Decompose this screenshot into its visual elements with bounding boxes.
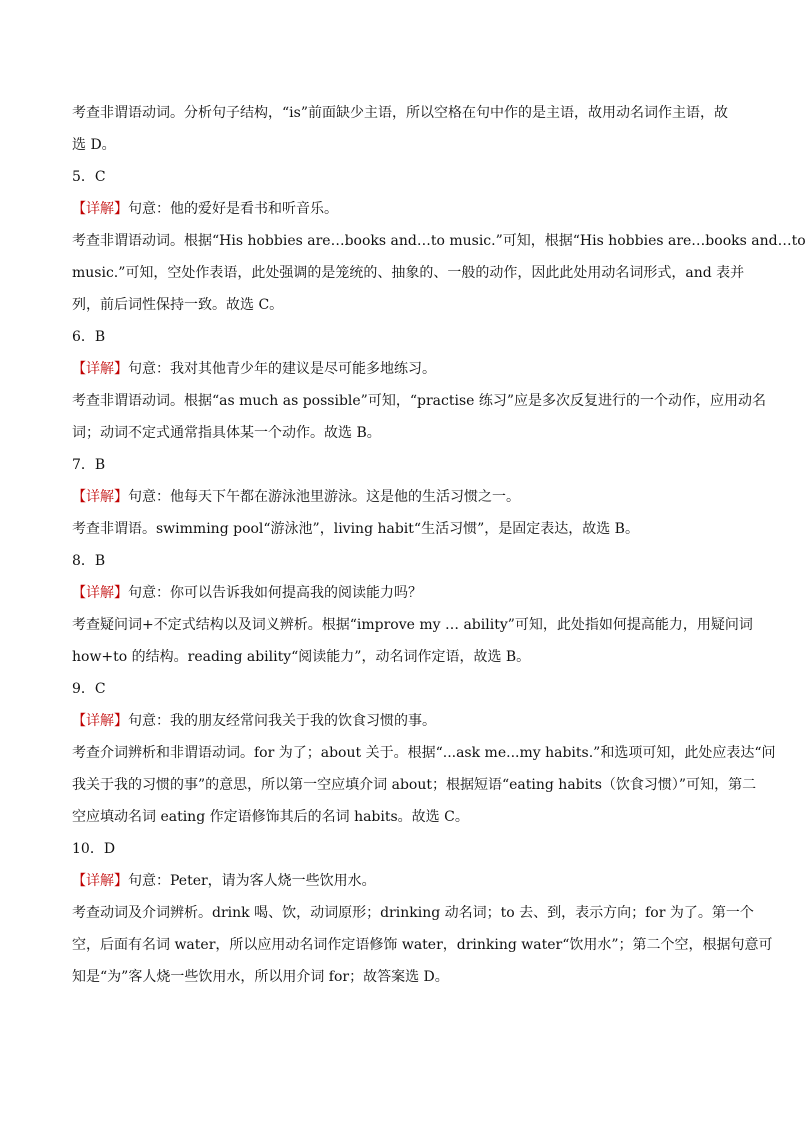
sentence-meaning <box>72 705 724 737</box>
answer-block <box>72 449 724 545</box>
meaning-text: 句意：我对其他青少年的建议是尽可能多地练习。 <box>128 361 436 377</box>
meaning-text: 句意：你可以告诉我如何提高我的阅读能力吗？ <box>128 585 422 601</box>
explanation-line: 考查非谓语。swimming pool“游泳池”，living habit“生活习惯”，是固定表达，故选 B。 <box>72 521 639 537</box>
question-number-answer: 9．C <box>72 681 106 697</box>
explanation-line: 我关于我的习惯的事”的意思，所以第一空应填介词 about；根据短语“eating habits（饮食习惯）”可知，第二 <box>72 777 757 793</box>
answer-block <box>72 161 806 321</box>
question-number-answer: 8．B <box>72 553 106 569</box>
meaning-text: 句意：我的朋友经常问我关于我的饮食习惯的事。 <box>128 713 436 729</box>
explanation-line: 选 D。 <box>72 137 116 153</box>
explanation-line: 考查非谓语动词。根据“as much as possible”可知，“practise 练习”应是多次反复进行的一个动作，应用动名 <box>72 393 767 409</box>
answer-block <box>72 545 753 673</box>
sentence-meaning <box>72 865 724 897</box>
sentence-meaning <box>72 353 724 385</box>
explanation-line: 考查非谓语动词。根据“His hobbies are…books and…to music.”可知，根据“His hobbies are…books and…to <box>72 233 806 249</box>
explanation-line: 考查非谓语动词。分析句子结构，“is”前面缺少主语，所以空格在句中作的是主语，故用动名词作主语，故 <box>72 105 728 121</box>
explanation-line: 考查介词辨析和非谓语动词。for 为了；about 关于。根据“...ask me...my habits.”和选项可知，此处应表达“问 <box>72 745 776 761</box>
explanation-line: 考查疑问词+不定式结构以及词义辨析。根据“improve my … ability”可知，此处指如何提高能力，用疑问词 <box>72 617 753 633</box>
detail-tag: 【详解】 <box>72 361 128 377</box>
sentence-meaning <box>72 481 724 513</box>
explanation-line: 考查动词及介词辨析。drink 喝、饮，动词原形；drinking 动名词；to 去、到，表示方向；for 为了。第一个 <box>72 905 754 921</box>
meaning-text: 句意：Peter，请为客人烧一些饮用水。 <box>128 873 376 889</box>
explanation-line: 空，后面有名词 water，所以应用动名词作定语修饰 water，drinking water“饮用水”；第二个空，根据句意可 <box>72 937 773 953</box>
explanation-line: 词；动词不定式通常指具体某一个动作。故选 B。 <box>72 425 381 441</box>
question-number-answer: 7．B <box>72 457 106 473</box>
question-number-answer: 5．C <box>72 169 106 185</box>
question-number-answer: 6．B <box>72 329 106 345</box>
explanation-line: how+to 的结构。reading ability“阅读能力”，动名词作定语，故选 B。 <box>72 649 531 665</box>
explanation-line: 空应填动名词 eating 作定语修饰其后的名词 habits。故选 C。 <box>72 809 469 825</box>
answer-block <box>72 97 728 161</box>
detail-tag: 【详解】 <box>72 713 128 729</box>
explanation-line: music.”可知，空处作表语，此处强调的是笼统的、抽象的、一般的动作，因此此处用动名词形式，and 表并 <box>72 265 745 281</box>
explanation-line: 列，前后词性保持一致。故选 C。 <box>72 297 284 313</box>
sentence-meaning <box>72 193 724 225</box>
meaning-text: 句意：他每天下午都在游泳池里游泳。这是他的生活习惯之一。 <box>128 489 520 505</box>
answer-explanation-page <box>72 97 806 993</box>
detail-tag: 【详解】 <box>72 201 128 217</box>
detail-tag: 【详解】 <box>72 489 128 505</box>
answer-block <box>72 673 776 833</box>
question-number-answer: 10．D <box>72 841 116 857</box>
explanation-line: 知是“为”客人烧一些饮用水，所以用介词 for；故答案选 D。 <box>72 969 449 985</box>
meaning-text: 句意：他的爱好是看书和听音乐。 <box>128 201 338 217</box>
answer-block <box>72 321 767 449</box>
detail-tag: 【详解】 <box>72 873 128 889</box>
answer-block <box>72 833 773 993</box>
sentence-meaning <box>72 577 724 609</box>
detail-tag: 【详解】 <box>72 585 128 601</box>
